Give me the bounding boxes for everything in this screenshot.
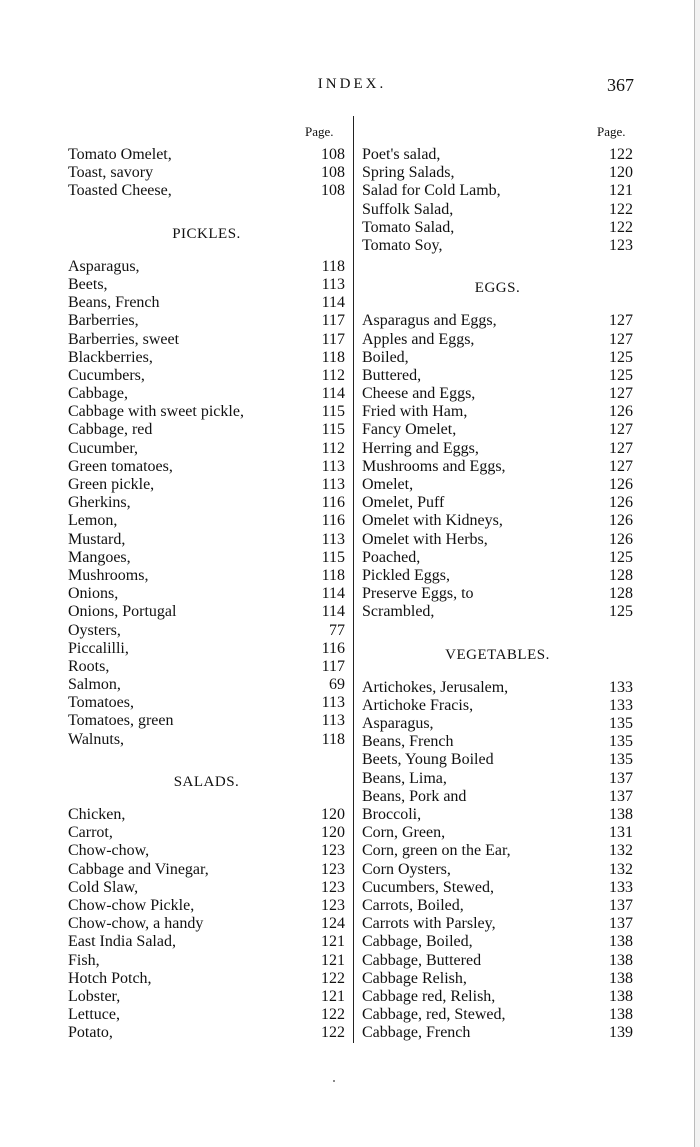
index-entry — [362, 933, 633, 951]
entry-title: Tomatoes, — [68, 694, 134, 712]
entry-page: 115 — [321, 403, 345, 421]
index-entry — [68, 403, 345, 421]
entry-page: 113 — [321, 457, 345, 475]
entry-title: Apples and Eggs, — [362, 330, 475, 348]
index-entry — [362, 806, 633, 824]
index-entry — [362, 915, 633, 933]
index-entry — [68, 952, 345, 970]
entry-title: Gherkins, — [68, 494, 131, 512]
entry-title: Blackberries, — [68, 348, 153, 366]
entry-title: Omelet with Kidneys, — [362, 512, 503, 530]
entry-title: Carrots with Parsley, — [362, 915, 496, 933]
page-edge-shadow — [695, 0, 700, 1147]
entry-title: Toast, savory — [68, 164, 154, 182]
entry-title: Omelet, — [362, 476, 414, 493]
entry-title: Toasted Cheese, — [68, 182, 172, 200]
entry-title: Cabbage, red — [68, 421, 153, 439]
index-entry — [362, 824, 633, 842]
entry-title: Mushrooms, — [68, 566, 149, 584]
index-entry — [68, 640, 345, 658]
entry-page: 108 — [321, 146, 345, 163]
entry-page: 123 — [321, 860, 345, 878]
entry-title: Beans, Lima, — [362, 769, 447, 787]
entry-page: 137 — [609, 915, 633, 933]
entry-page: 135 — [609, 751, 633, 769]
entry-page: 123 — [321, 896, 345, 914]
entry-title: Scrambled, — [362, 603, 435, 621]
index-entry — [68, 897, 345, 915]
page-column-label-right: Page. — [597, 124, 626, 139]
entry-page: 116 — [321, 512, 345, 530]
entry-title: Barberries, — [68, 312, 139, 330]
index-entry — [362, 603, 633, 621]
entry-title: Poached, — [362, 548, 421, 566]
index-entry — [68, 842, 345, 860]
entry-title: Cucumbers, — [68, 366, 145, 384]
entry-page: 138 — [609, 969, 633, 987]
entry-page: 121 — [321, 987, 345, 1005]
entry-page: 117 — [321, 330, 345, 348]
index-entry — [362, 988, 633, 1006]
left-index-column — [68, 146, 345, 1042]
entry-page: 135 — [609, 733, 633, 751]
entry-title: Beets, — [68, 275, 108, 293]
index-entry — [68, 970, 345, 988]
entry-title: Artichoke Fracis, — [362, 696, 474, 714]
index-entry — [68, 622, 345, 640]
entry-page: 127 — [609, 330, 633, 348]
index-entry — [68, 476, 345, 494]
entry-page: 127 — [609, 312, 633, 330]
entry-page: 114 — [321, 603, 345, 621]
index-entry — [362, 970, 633, 988]
entry-page: 115 — [321, 548, 345, 566]
index-entry — [362, 164, 633, 182]
index-entry — [362, 751, 633, 769]
index-entry — [68, 933, 345, 951]
index-entry — [68, 349, 345, 367]
entry-title: Oysters, — [68, 621, 121, 639]
index-entry — [68, 879, 345, 897]
entry-page: 122 — [609, 146, 633, 163]
entry-page: 122 — [609, 218, 633, 236]
entry-title: Cabbage, French — [362, 1024, 471, 1042]
entry-title: Cucumber, — [68, 439, 139, 457]
entry-title: Broccoli, — [362, 806, 422, 823]
index-entry — [362, 897, 633, 915]
entry-title: Cheese and Eggs, — [362, 385, 476, 403]
entry-page: 123 — [321, 878, 345, 896]
entry-page: 132 — [609, 842, 633, 860]
entry-page: 112 — [321, 366, 345, 384]
entry-title: Asparagus, — [362, 715, 434, 733]
entry-page: 122 — [321, 969, 345, 987]
entry-title: Cabbage, Boiled, — [362, 933, 473, 951]
index-entry — [68, 567, 345, 585]
entry-title: Chow-chow Pickle, — [68, 896, 195, 914]
entry-title: Chow-chow, — [68, 842, 150, 860]
entry-title: Herring and Eggs, — [362, 439, 479, 457]
index-entry — [68, 712, 345, 730]
index-entry — [68, 1024, 345, 1042]
index-entry — [68, 861, 345, 879]
entry-title: Piccalilli, — [68, 639, 129, 657]
entry-title: Corn, Green, — [362, 824, 446, 842]
entry-title: Beans, French — [68, 294, 160, 312]
entry-title: Tomato Soy, — [362, 236, 443, 254]
entry-page: 117 — [321, 657, 345, 675]
index-entry — [362, 201, 633, 219]
index-entry — [362, 331, 633, 349]
entry-title: Cabbage, — [68, 385, 128, 403]
entry-page: 124 — [321, 915, 345, 933]
index-entry — [68, 146, 345, 164]
entry-page: 127 — [609, 385, 633, 403]
entry-title: Mushrooms and Eggs, — [362, 457, 506, 475]
entry-title: Salad for Cold Lamb, — [362, 182, 501, 200]
entry-title: Boiled, — [362, 348, 409, 366]
entry-title: Lemon, — [68, 512, 118, 530]
entry-page: 117 — [321, 312, 345, 330]
entry-page: 125 — [609, 366, 633, 384]
entry-page: 113 — [321, 275, 345, 293]
entry-title: Cabbage, Buttered — [362, 951, 482, 969]
entry-title: Corn, green on the Ear, — [362, 842, 511, 860]
page-number: 367 — [607, 75, 634, 95]
index-entry — [362, 476, 633, 494]
entry-page: 126 — [609, 476, 633, 493]
entry-page: 138 — [609, 987, 633, 1005]
index-entry — [362, 788, 633, 806]
index-entry — [68, 531, 345, 549]
index-entry — [362, 421, 633, 439]
entry-title: Cabbage and Vinegar, — [68, 860, 209, 878]
entry-title: Carrot, — [68, 824, 113, 842]
index-entry — [68, 658, 345, 676]
entry-page: 113 — [321, 712, 345, 730]
index-entry — [68, 294, 345, 312]
entry-title: Salmon, — [68, 676, 121, 694]
entry-page: 127 — [609, 457, 633, 475]
entry-title: Cold Slaw, — [68, 878, 139, 896]
entry-page: 127 — [609, 439, 633, 457]
entry-title: Chicken, — [68, 806, 126, 823]
entry-page: 114 — [321, 585, 345, 603]
index-entry — [68, 512, 345, 530]
index-entry — [362, 679, 633, 697]
index-entry — [362, 861, 633, 879]
index-entry — [68, 367, 345, 385]
section-heading: VEGETABLES. — [445, 646, 550, 663]
entry-page: 118 — [321, 730, 345, 748]
entry-page: 112 — [321, 439, 345, 457]
entry-page: 116 — [321, 639, 345, 657]
entry-title: Tomato Omelet, — [68, 146, 172, 163]
page-edge — [694, 0, 695, 1147]
entry-page: 126 — [609, 494, 633, 512]
index-entry — [362, 733, 633, 751]
entry-page: 118 — [321, 566, 345, 584]
index-entry — [362, 697, 633, 715]
entry-title: Artichokes, Jerusalem, — [362, 678, 509, 696]
entry-title: Fried with Ham, — [362, 403, 468, 421]
entry-page: 133 — [609, 878, 633, 896]
entry-title: Walnuts, — [68, 730, 125, 748]
entry-page: 133 — [609, 696, 633, 714]
entry-title: Tomatoes, green — [68, 712, 174, 730]
index-entry — [68, 676, 345, 694]
index-entry — [362, 182, 633, 200]
index-entry — [362, 349, 633, 367]
entry-title: Suffolk Salad, — [362, 200, 454, 218]
index-entry — [362, 585, 633, 603]
index-entry — [68, 585, 345, 603]
index-entry — [68, 915, 345, 933]
index-entry — [362, 219, 633, 237]
index-entry — [68, 494, 345, 512]
entry-page: 125 — [609, 548, 633, 566]
entry-page: 116 — [321, 494, 345, 512]
entry-title: Fish, — [68, 951, 100, 969]
entry-title: Green pickle, — [68, 476, 155, 493]
entry-page: 138 — [609, 1006, 633, 1024]
entry-title: Mangoes, — [68, 548, 131, 566]
index-entry — [68, 1006, 345, 1024]
index-entry — [362, 952, 633, 970]
entry-page: 120 — [321, 806, 345, 823]
entry-page: 132 — [609, 860, 633, 878]
section-heading: SALADS. — [173, 773, 240, 790]
entry-title: Onions, — [68, 585, 119, 603]
entry-page: 125 — [609, 603, 633, 621]
entry-title: Pickled Eggs, — [362, 566, 450, 584]
entry-page: 128 — [609, 566, 633, 584]
entry-page: 114 — [321, 294, 345, 312]
index-entry — [68, 182, 345, 200]
entry-title: Chow-chow, a handy — [68, 915, 204, 933]
entry-page: 123 — [609, 236, 633, 254]
index-entry — [362, 440, 633, 458]
index-entry — [68, 312, 345, 330]
entry-title: Corn Oysters, — [362, 860, 451, 878]
entry-title: Fancy Omelet, — [362, 421, 457, 439]
entry-title: Potato, — [68, 1024, 113, 1042]
index-entry — [68, 440, 345, 458]
entry-page: 138 — [609, 951, 633, 969]
entry-page: 77 — [329, 621, 345, 639]
entry-title: Buttered, — [362, 366, 422, 384]
index-entry — [362, 403, 633, 421]
entry-title: Preserve Eggs, to — [362, 585, 474, 603]
entry-page: 137 — [609, 896, 633, 914]
entry-page: 114 — [321, 385, 345, 403]
entry-title: Lettuce, — [68, 1006, 120, 1024]
entry-page: 131 — [609, 824, 633, 842]
entry-page: 122 — [321, 1024, 345, 1042]
entry-page: 133 — [609, 678, 633, 696]
entry-title: Carrots, Boiled, — [362, 896, 464, 914]
entry-page: 122 — [609, 200, 633, 218]
entry-page: 121 — [609, 182, 633, 200]
entry-page: 113 — [321, 694, 345, 712]
index-entry — [68, 731, 345, 749]
column-divider — [353, 116, 354, 1043]
entry-title: Roots, — [68, 657, 110, 675]
entry-page: 123 — [321, 842, 345, 860]
entry-page: 137 — [609, 769, 633, 787]
entry-title: Omelet with Herbs, — [362, 530, 488, 548]
entry-title: Mustard, — [68, 530, 126, 548]
index-entry — [362, 549, 633, 567]
entry-page: 108 — [321, 164, 345, 182]
entry-title: Cucumbers, Stewed, — [362, 878, 494, 896]
entry-page: 138 — [609, 933, 633, 951]
entry-title: Hotch Potch, — [68, 969, 152, 987]
entry-title: Cabbage with sweet pickle, — [68, 403, 244, 421]
entry-page: 118 — [321, 257, 345, 275]
entry-title: Barberries, sweet — [68, 330, 180, 348]
entry-title: Asparagus and Eggs, — [362, 312, 497, 330]
index-entry — [362, 1006, 633, 1024]
index-entry — [68, 258, 345, 276]
entry-title: Omelet, Puff — [362, 494, 445, 512]
index-entry — [362, 146, 633, 164]
index-entry — [68, 549, 345, 567]
index-entry — [362, 879, 633, 897]
entry-page: 135 — [609, 715, 633, 733]
page-column-label-left: Page. — [305, 124, 334, 139]
index-entry — [362, 715, 633, 733]
index-entry — [362, 512, 633, 530]
index-entry — [68, 458, 345, 476]
section-heading: EGGS. — [474, 280, 521, 297]
entry-title: Green tomatoes, — [68, 457, 173, 475]
index-entry — [68, 164, 345, 182]
entry-page: 128 — [609, 585, 633, 603]
entry-title: Beets, Young Boiled — [362, 751, 494, 769]
index-entry — [362, 458, 633, 476]
print-speck — [333, 1080, 335, 1082]
entry-title: Cabbage Relish, — [362, 969, 467, 987]
entry-title: Tomato Salad, — [362, 218, 455, 236]
index-entry — [68, 824, 345, 842]
entry-page: 69 — [329, 676, 345, 694]
index-entry — [362, 494, 633, 512]
entry-page: 121 — [321, 951, 345, 969]
index-entry — [362, 385, 633, 403]
index-entry — [68, 603, 345, 621]
index-entry — [362, 237, 633, 255]
index-entry — [362, 842, 633, 860]
index-entry — [362, 1024, 633, 1042]
entry-title: Spring Salads, — [362, 164, 455, 182]
index-entry — [68, 331, 345, 349]
index-entry — [362, 312, 633, 330]
entry-page: 126 — [609, 403, 633, 421]
entry-title: Beans, French — [362, 733, 454, 751]
index-entry — [68, 421, 345, 439]
entry-title: Poet's salad, — [362, 146, 441, 163]
section-heading: PICKLES. — [172, 225, 241, 242]
entry-page: 121 — [321, 933, 345, 951]
entry-page: 115 — [321, 421, 345, 439]
index-entry — [68, 988, 345, 1006]
entry-page: 137 — [609, 787, 633, 805]
index-entry — [68, 806, 345, 824]
entry-title: Cabbage red, Relish, — [362, 987, 496, 1005]
index-entry — [362, 567, 633, 585]
entry-title: Onions, Portugal — [68, 603, 177, 621]
index-entry — [362, 531, 633, 549]
entry-title: Cabbage, red, Stewed, — [362, 1006, 506, 1024]
entry-title: East India Salad, — [68, 933, 176, 951]
entry-page: 127 — [609, 421, 633, 439]
entry-page: 125 — [609, 348, 633, 366]
entry-page: 118 — [321, 348, 345, 366]
entry-page: 113 — [321, 530, 345, 548]
entry-page: 120 — [321, 824, 345, 842]
index-entry — [68, 276, 345, 294]
entry-page: 113 — [321, 476, 345, 493]
entry-page: 138 — [609, 806, 633, 823]
index-entry — [362, 367, 633, 385]
entry-title: Asparagus, — [68, 257, 140, 275]
entry-page: 139 — [609, 1024, 633, 1042]
index-entry — [362, 770, 633, 788]
entry-page: 126 — [609, 512, 633, 530]
entry-page: 108 — [321, 182, 345, 200]
right-index-column — [362, 146, 633, 1042]
entry-title: Beans, Pork and — [362, 787, 467, 805]
index-entry — [68, 694, 345, 712]
index-entry — [68, 385, 345, 403]
entry-page: 126 — [609, 530, 633, 548]
entry-page: 122 — [321, 1006, 345, 1024]
page-title: INDEX. — [317, 76, 387, 92]
entry-title: Lobster, — [68, 987, 121, 1005]
entry-page: 120 — [609, 164, 633, 182]
